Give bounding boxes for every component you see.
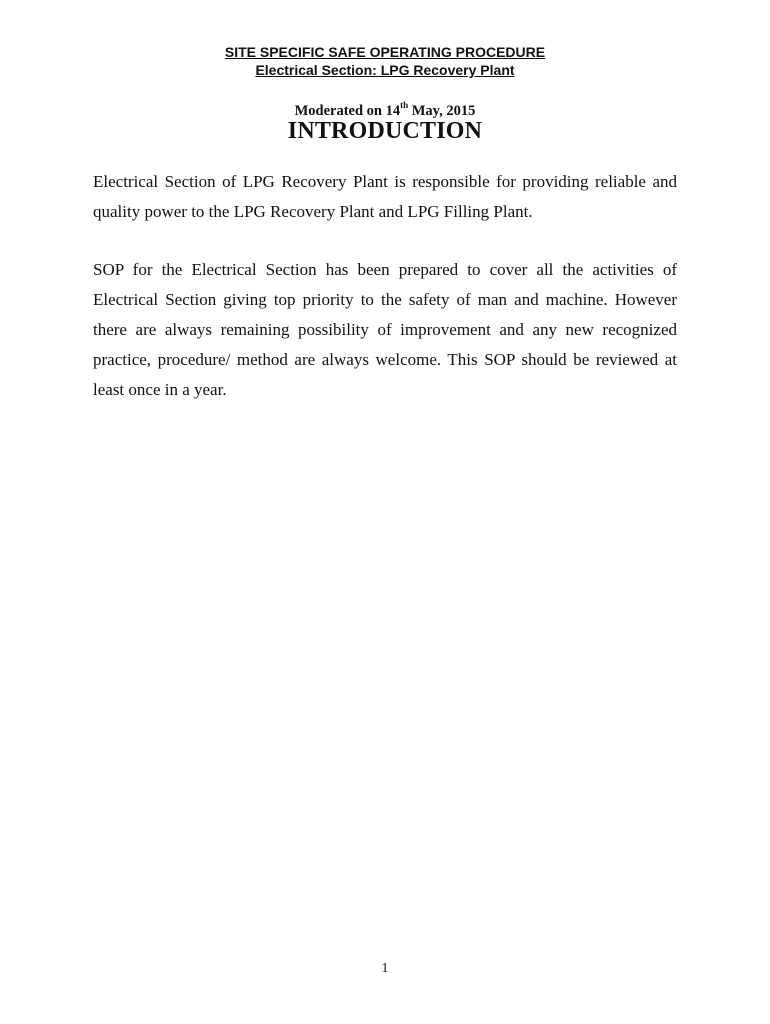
document-header — [0, 43, 770, 79]
moderated-superscript: th — [400, 100, 409, 110]
moderated-prefix: Moderated on 14 — [294, 102, 401, 119]
paragraph-1: Electrical Section of LPG Recovery Plant is responsible for providing reliable and quality power to the LPG Recovery Plant and LPG Filling Plant. — [93, 172, 677, 221]
header-subtitle: Electrical Section: LPG Recovery Plant — [255, 62, 515, 78]
header-title: SITE SPECIFIC SAFE OPERATING PROCEDURE — [224, 44, 546, 60]
section-title: INTRODUCTION — [287, 118, 483, 144]
page-number: 1 — [381, 961, 389, 976]
paragraph-2: SOP for the Electrical Section has been prepared to cover all the activities of Electrical Section giving top priority to the safety of man and machine. However there are always remaining possibility of improvement and any new recognized practice, procedure/ method are always welcome. This SOP should be reviewed at least once in a year. — [93, 260, 677, 399]
moderated-suffix: May, 2015 — [408, 102, 476, 119]
moderated-date — [0, 101, 770, 120]
